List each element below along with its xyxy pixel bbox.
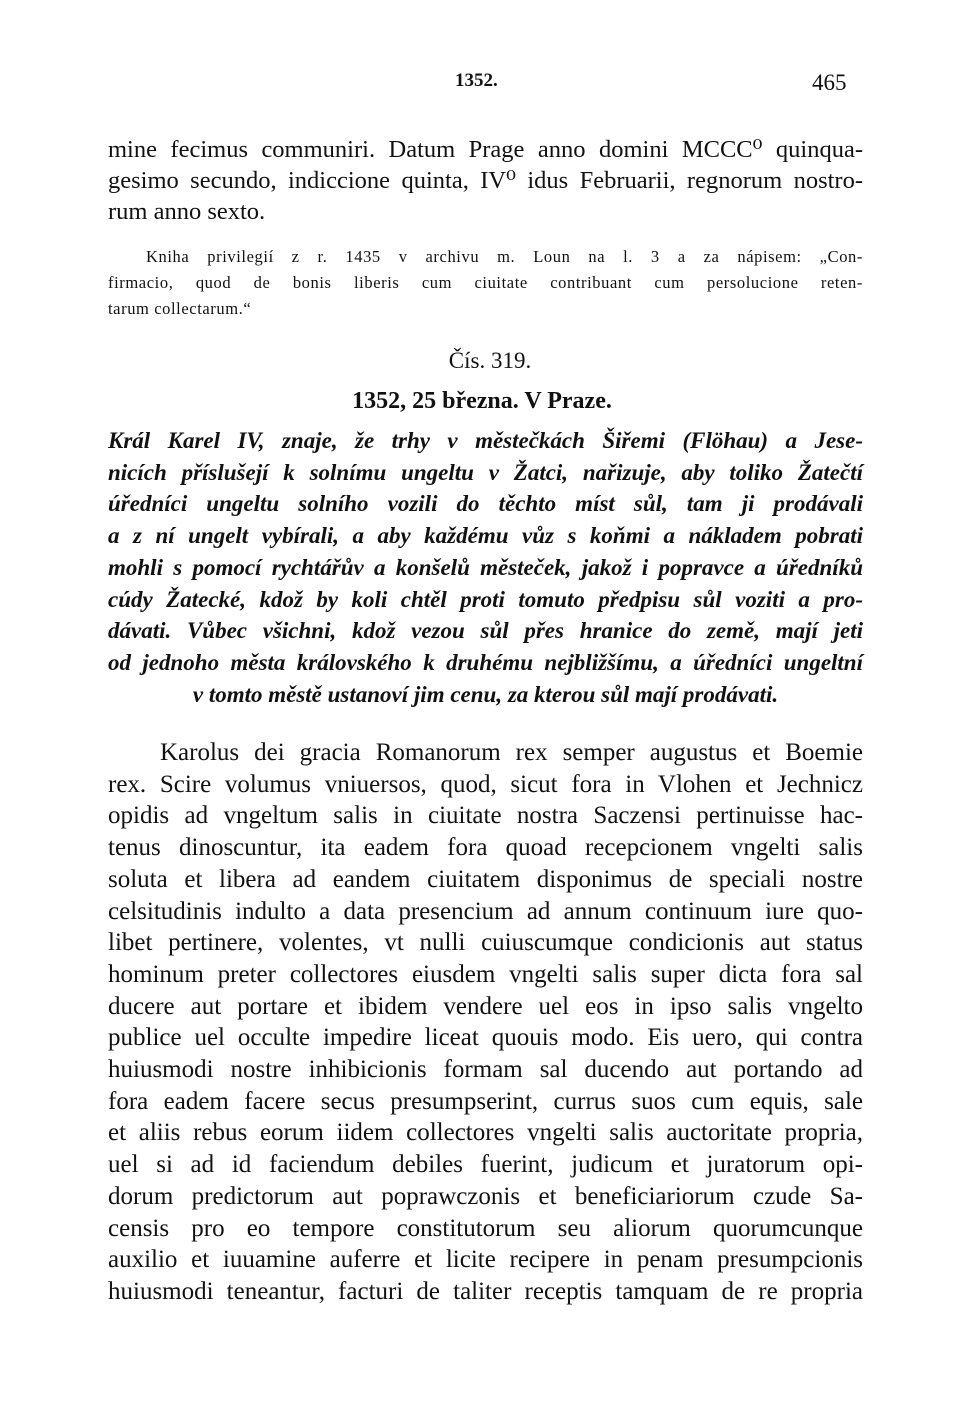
body-line: hominum preter collectores eiusdem vngelti salis super dicta fora sal	[108, 960, 863, 988]
page-number: 465	[812, 70, 847, 95]
body-line: fora eadem facere secus presumpserint, currus suos cum equis, sale	[108, 1087, 863, 1115]
czech-summary	[108, 425, 863, 710]
body-line: publice uel occulte impedire liceat quouis modo. Eis uero, qui contra	[108, 1024, 863, 1052]
text-line: mine fecimus communiri. Datum Prage anno domini MCCC⁰ quinqua-	[108, 136, 863, 163]
summary-line: od jednoho města královského k druhému nejbližšímu, a úředníci ungeltní	[108, 649, 863, 675]
body-line: soluta et libera ad eandem ciuitatem disponimus de speciali nostre	[108, 865, 863, 893]
document-number: Čís. 319.	[448, 348, 532, 373]
body-line: rex. Scire volumus vniuersos, quod, sicut fora in Vlohen et Jechnicz	[108, 770, 863, 798]
text-line: tarum collectarum.“	[108, 299, 252, 318]
dateline: 1352, 25 března. V Praze.	[352, 388, 612, 414]
text-line: rum anno sexto.	[108, 198, 266, 225]
body-line: huiusmodi nostre inhibicionis formam sal ducendo aut portando ad	[108, 1056, 863, 1084]
summary-line: nicích příslušejí k solnímu ungeltu v Žatci, nařizuje, aby toliko Žatečtí	[108, 459, 863, 485]
summary-line: v tomto městě ustanoví jim cenu, za kterou sůl mají prodávati.	[192, 681, 779, 707]
summary-line: Král Karel IV, znaje, že trhy v městečkách Šiřemi (Flöhau) a Jese-	[108, 428, 863, 453]
body-line: dorum predictorum aut poprawczonis et beneficiariorum czude Sa-	[108, 1182, 863, 1210]
body-line: uel si ad id faciendum debiles fuerint, judicum et juratorum opi-	[108, 1151, 863, 1179]
body-line: ducere aut portare et ibidem vendere uel eos in ipso salis vngelto	[108, 992, 863, 1020]
body-line: censis pro eo tempore constitutorum seu aliorum quorumcunque	[108, 1214, 863, 1242]
body-line: celsitudinis indulto a data presencium ad annum continuum iure quo-	[108, 897, 863, 925]
summary-line: dávati. Vůbec všichni, kdož vezou sůl přes hranice do země, mají jeti	[108, 618, 863, 644]
summary-line: úředníci ungeltu solního vozili do těchto míst sůl, tam ji prodávali	[108, 491, 863, 517]
body-line: libet pertinere, volentes, vt nulli cuiuscumque condicionis aut status	[108, 929, 863, 957]
preceding-document-ending	[108, 134, 863, 227]
summary-line: a z ní ungelt vybírali, a aby každému vůz s koňmi a nákladem pobrati	[108, 523, 863, 549]
body-line: opidis ad vngeltum salis in ciuitate nostra Saczensi pertinuisse hac-	[108, 802, 863, 830]
body-line: Karolus dei gracia Romanorum rex semper augustus et Boemie	[160, 739, 863, 766]
text-line: gesimo secundo, indiccione quinta, IV⁰ idus Februarii, regnorum nostro-	[108, 167, 863, 194]
text-line: firmacio, quod de bonis liberis cum ciuitate contribuant cum persolucione reten-	[108, 273, 863, 292]
body-line: tenus dinoscuntur, ita eadem fora quoad recepcionem vngelti salis	[108, 834, 863, 862]
running-head-year: 1352.	[455, 70, 498, 91]
summary-line: cúdy Žatecké, kdož by koli chtěl proti tomuto předpisu sůl voziti a pro-	[108, 586, 863, 612]
running-head	[0, 70, 960, 100]
body-line: huiusmodi teneantur, facturi de taliter receptis tamquam de re propria	[108, 1277, 863, 1305]
body-line: et aliis rebus eorum iidem collectores vngelti salis auctoritate propria,	[108, 1119, 863, 1147]
summary-line: mohli s pomocí rychtářův a konšelů městeček, jakož i popravce a úředníků	[108, 554, 863, 580]
text-line: Kniha privilegií z r. 1435 v archivu m. Loun na l. 3 a za nápisem: „Con-	[146, 247, 863, 266]
body-line: auxilio et iuuamine auferre et licite recipere in penam presumpcionis	[108, 1246, 863, 1274]
latin-charter-text	[108, 737, 863, 1308]
source-note	[108, 244, 863, 322]
